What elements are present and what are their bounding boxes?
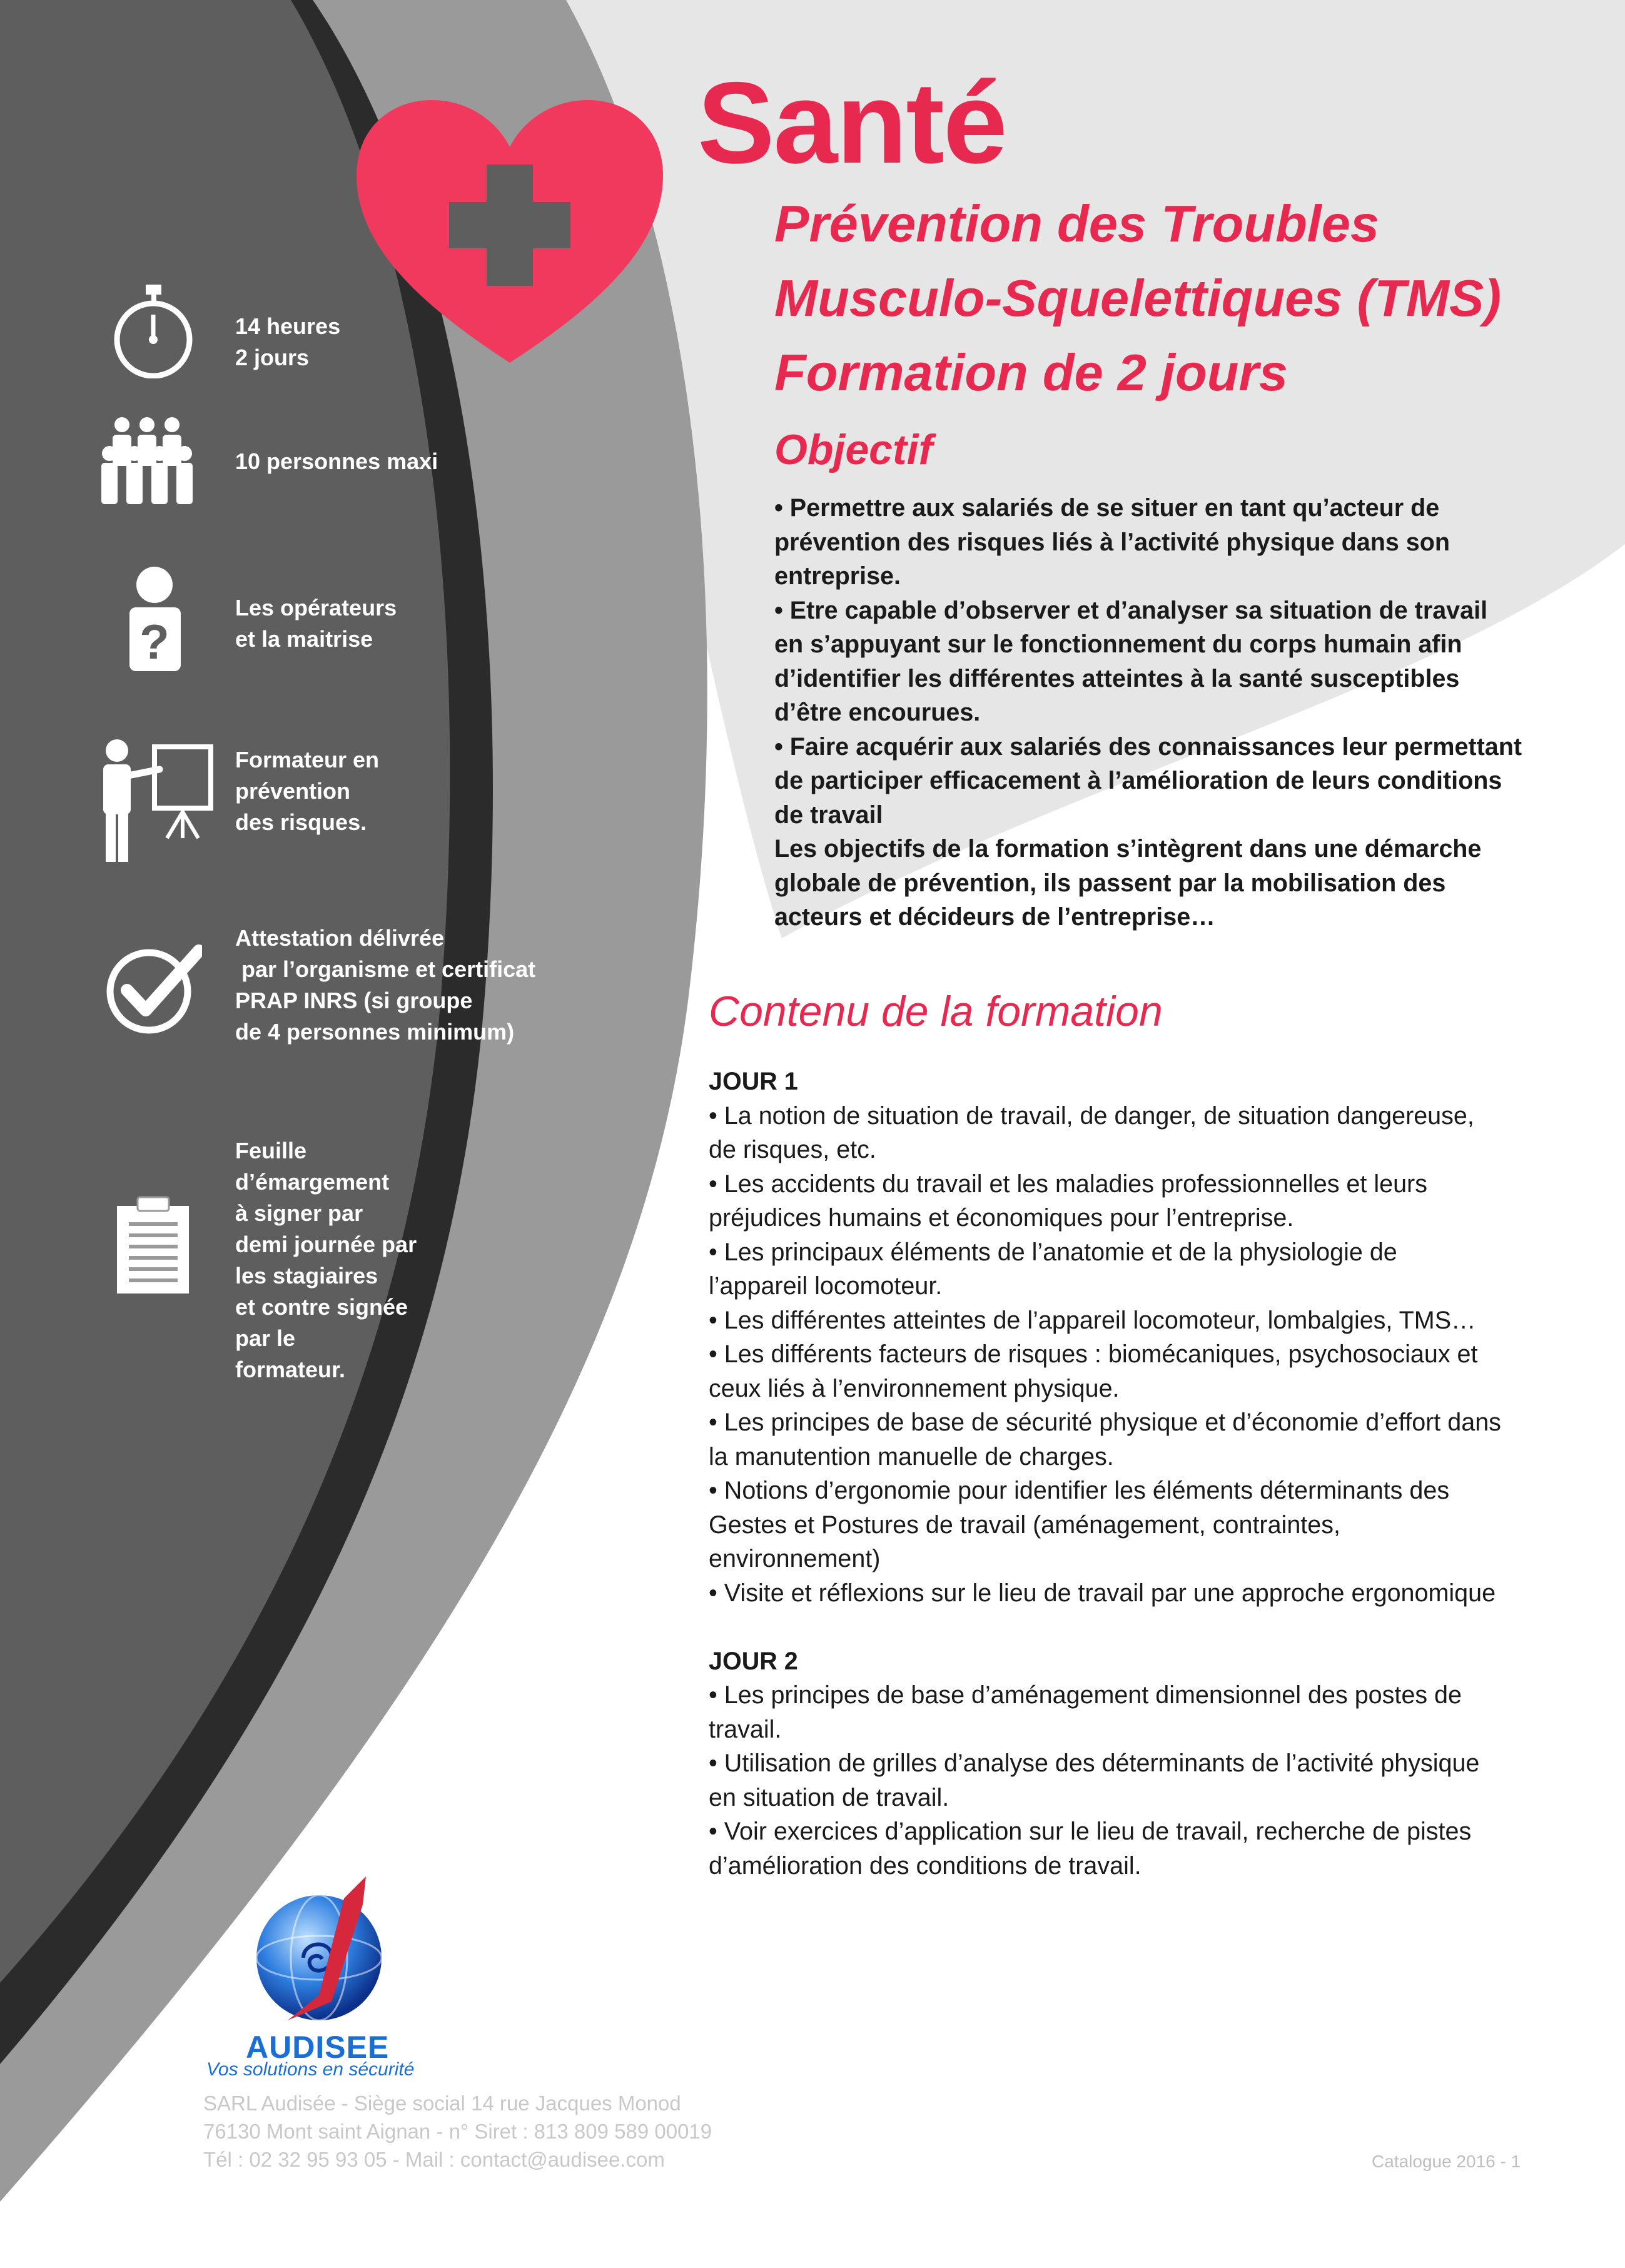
jour2-line: d’amélioration des conditions de travail. [709,1851,1142,1880]
footer-address [203,2089,712,2174]
objectif-line: • Faire acquérir aux salariés des connaissances leur permettant [774,732,1522,761]
jour2-line: • Voir exercices d’application sur le lieu de travail, recherche de pistes [709,1818,1472,1845]
check-circle-icon [105,941,202,1035]
sidebar-text: 14 heures 2 jours [235,313,341,370]
subtitle-line: Musculo-Squelettiques (TMS) [774,269,1501,327]
jour1-line: • Les accidents du travail et les maladies professionnelles et leurs [709,1170,1427,1198]
subtitle-line: Formation de 2 jours [774,343,1288,402]
jour1-line: • Les principes de base de sécurité physique et d’économie d’effort dans [709,1409,1501,1436]
jour1-line: préjudices humains et économiques pour l’entreprise. [709,1204,1294,1232]
jour1-line: • Les différents facteurs de risques : biomécaniques, psychosociaux et [709,1340,1478,1368]
objectif-body [774,491,1581,934]
sidebar-text: 10 personnes maxi [235,448,438,474]
footer-line: SARL Audisée - Siège social 14 rue Jacques Monod [203,2092,681,2115]
objectif-line: de participer efficacement à l’amélioration de leurs conditions [774,767,1502,794]
jour1-line: • Les différentes atteintes de l’appareil locomoteur, lombalgies, TMS… [709,1306,1476,1334]
audisee-globe-logo [250,1870,394,2027]
objectif-line: • Permettre aux salariés de se situer en tant qu’acteur de [774,494,1440,522]
jour1-line: de risques, etc. [709,1136,876,1163]
stopwatch-icon [111,285,196,378]
objectif-line: globale de prévention, ils passent par la mobilisation des [774,869,1446,897]
heart-cross-icon [353,97,666,366]
subtitle-line: Prévention des Troubles [774,195,1380,253]
contenu-heading: Contenu de la formation [709,988,1163,1035]
objectif-heading: Objectif [774,426,933,473]
catalogue-ref: Catalogue 2016 - 1 [1372,2152,1521,2171]
objectif-line: Les objectifs de la formation s’intègrent dans une démarche [774,835,1482,863]
trainer-board-icon [97,738,216,863]
logo-name: AUDISEE [246,2030,390,2065]
contenu-body [709,1065,1609,1883]
page-subtitle [774,186,1501,410]
footer-line: 76130 Mont saint Aignan - n° Siret : 813 809 589 00019 [203,2120,712,2143]
jour2-line: en situation de travail. [709,1783,949,1811]
jour1-line: ceux liés à l’environnement physique. [709,1374,1120,1402]
objectif-line: en s’appuyant sur le fonctionnement du corps humain afin [774,630,1462,658]
jour2-line: • Les principes de base d’aménagement dimensionnel des postes de [709,1681,1462,1709]
jour2-line: • Utilisation de grilles d’analyse des déterminants de l’activité physique [709,1749,1480,1777]
footer-line: Tél : 02 32 95 93 05 - Mail : contact@audisee.com [203,2148,665,2171]
sidebar-text: Attestation délivrée par l’organisme et certificat PRAP INRS (si groupe de 4 personnes minimum) [235,925,536,1045]
objectif-line: acteurs et décideurs de l’entreprise… [774,903,1215,931]
jour1-line: • Les principaux éléments de l’anatomie et de la physiologie de [709,1238,1397,1266]
objectif-line: entreprise. [774,562,901,590]
objectif-line: de travail [774,801,883,829]
person-question-icon [125,566,185,672]
objectif-line: prévention des risques liés à l’activité physique dans son [774,528,1450,556]
spacer [709,1610,1609,1644]
logo-tagline: Vos solutions en sécurité [206,2059,415,2080]
jour1-line: Gestes et Postures de travail (aménagement, contraintes, [709,1511,1340,1539]
jour1-label: JOUR 1 [709,1068,798,1095]
jour2-label: JOUR 2 [709,1647,798,1675]
jour1-line: environnement) [709,1545,881,1572]
clipboard-icon [114,1195,192,1295]
jour1-line: • La notion de situation de travail, de danger, de situation dangereuse, [709,1101,1474,1130]
page-title: Santé [697,59,1006,188]
sidebar-text: Formateur en prévention des risques. [235,747,380,835]
jour1-line: • Notions d’ergonomie pour identifier les éléments déterminants des [709,1477,1450,1504]
objectif-line: • Etre capable d’observer et d’analyser sa situation de travail [774,596,1488,624]
sidebar-text: Les opérateurs et la maitrise [235,595,397,652]
svg-text:?: ? [139,614,170,669]
jour2-line: travail. [709,1715,782,1743]
objectif-line: d’être encourues. [774,699,981,726]
jour1-line: la manutention manuelle de charges. [709,1442,1114,1471]
jour1-line: l’appareil locomoteur. [709,1272,943,1300]
sidebar-text: Feuille d’émargement à signer par demi journée par les stagiaires et contre signée par le formateur. [235,1138,417,1382]
jour1-line: • Visite et réflexions sur le lieu de travail par une approche ergonomique [709,1579,1496,1607]
group-icon [100,416,194,507]
objectif-line: d’identifier les différentes atteintes à la santé susceptibles [774,664,1460,692]
